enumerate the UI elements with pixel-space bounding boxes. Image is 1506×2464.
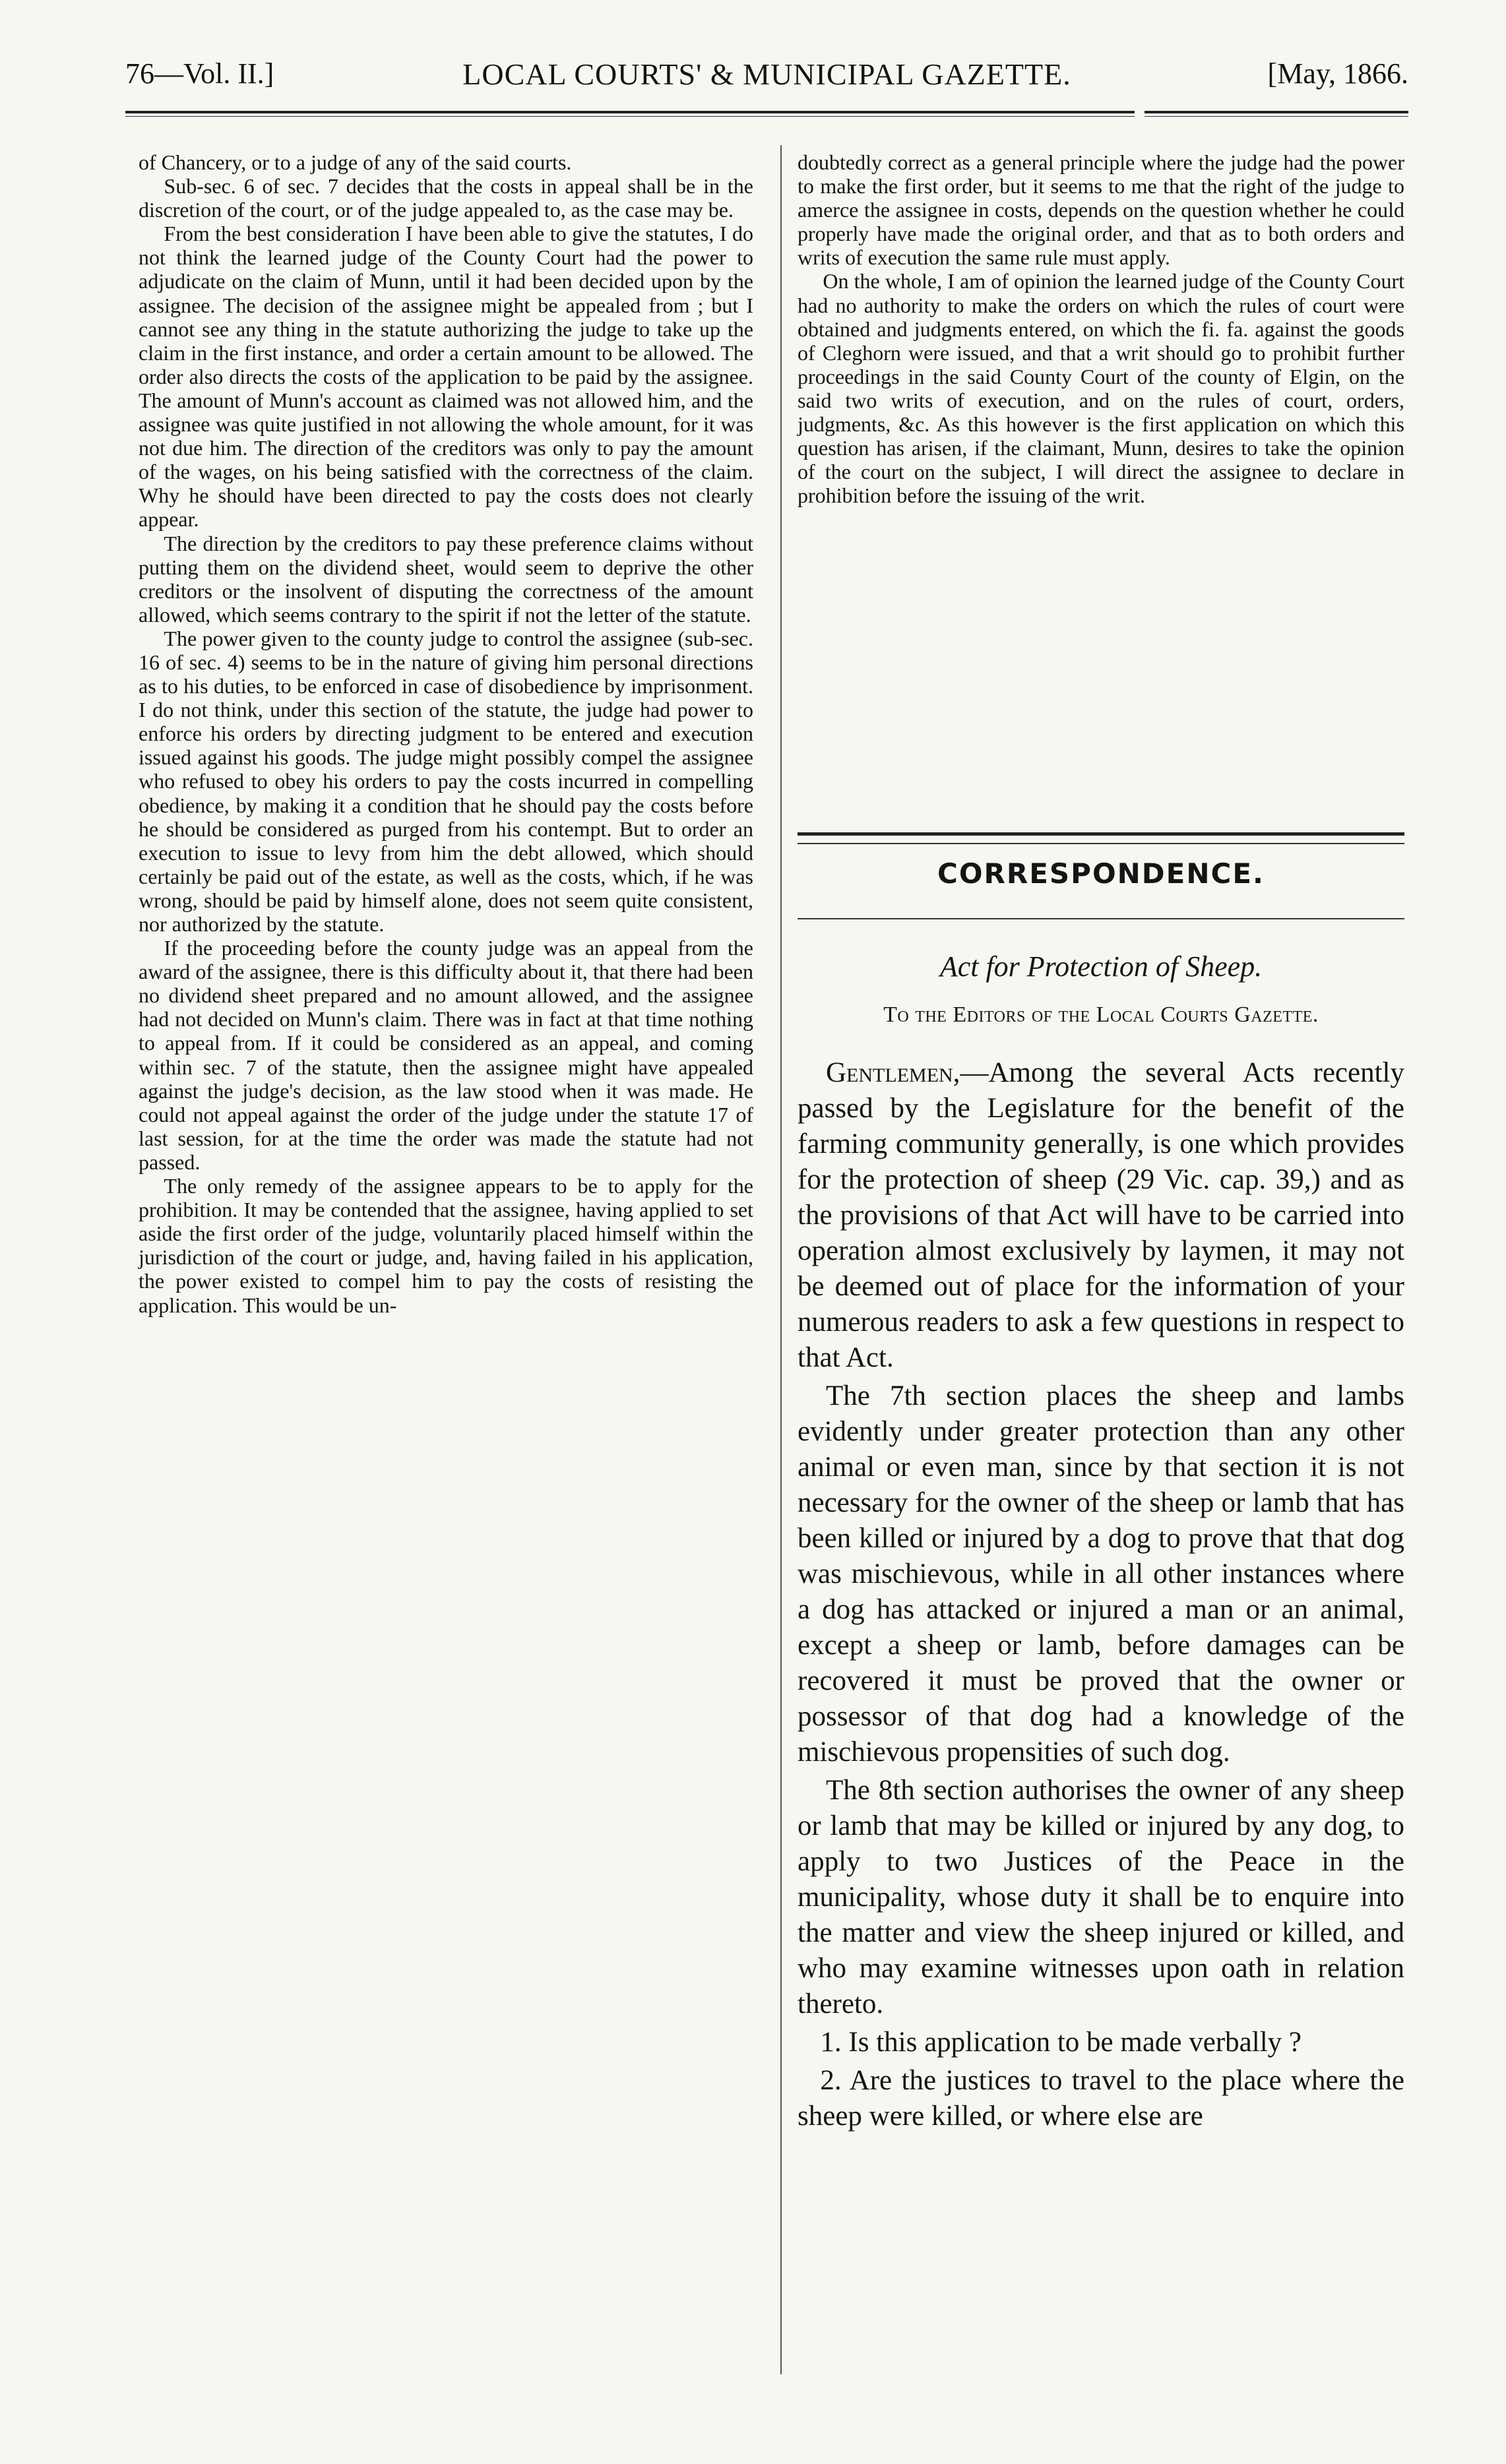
- paragraph: The only remedy of the assignee appears to be to apply for the prohibition. It may be contended that the assignee, having applied to set aside the first order of the judge, voluntarily placed himself within the jurisdiction of the court or judge, and, having failed in his application, the power existed to compel him to pay the costs of resisting the application. This would be un-: [139, 1174, 753, 1317]
- issue-date: [May, 1866.: [1267, 57, 1408, 90]
- paragraph: From the best consideration I have been able to give the statutes, I do not think the learned judge of the County Court had the power to adjudicate on the claim of Munn, until it had been decided upon by the assignee. The decision of the assignee might be appealed from ; but I cannot see any thing in the statute authorizing the judge to take up the claim in the first instance, and order a certain amount to be allowed. The order also directs the costs of the application to be paid by the assignee. The amount of Munn's account as claimed was not allowed him, and the assignee was quite justified in not allowing the whole amount, for it was not due him. The direction of the creditors was only to pay the amount of the wages, on his being satisfied with the correctness of the claim. Why he should have been directed to pay the costs does not clearly appear.: [139, 222, 753, 532]
- paragraph: The power given to the county judge to control the assignee (sub-sec. 16 of sec. 4) seems to be in the nature of giving him personal directions as to his duties, to be enforced in case of disobedience by imprisonment. I do not think, under this section of the statute, the judge had power to enforce his orders by directing judgment to be entered and execution issued against his goods. The judge might possibly compel the assignee who refused to obey his orders to pay the costs incurred in compelling obedience, by making it a condition that he should pay the costs before he should be considered as purged from his contempt. But to order an execution to issue to levy from him the debt allowed, which should certainly be paid out of the estate, as well as the costs, which, if he was wrong, should be paid by himself alone, does not seem quite consistent, nor authorized by the statute.: [139, 626, 753, 936]
- section-rule: [798, 832, 1404, 836]
- correspondence-body: [798, 1055, 1404, 2137]
- question: 1. Is this application to be made verbally ?: [820, 2027, 1302, 2058]
- paragraph: Sub-sec. 6 of sec. 7 decides that the costs in appeal shall be in the discretion of the court, or of the judge appealed to, as the case may be.: [139, 174, 753, 222]
- section-rule-thin: [798, 918, 1404, 919]
- header-rule-thin: [125, 116, 1135, 117]
- paragraph: of Chancery, or to a judge of any of the said courts.: [139, 150, 572, 174]
- section-rule-thin: [798, 843, 1404, 844]
- paragraph: [798, 1055, 1404, 1376]
- page-header: [125, 57, 1408, 103]
- paragraph: The 8th section authorises the owner of any sheep or lamb that may be killed or injured by any dog, to apply to two Justices of the Peace in the municipality, whose duty it shall be to enquire into the matter and view the sheep injured or killed, and who may examine witnesses upon oath in relation thereto.: [798, 1775, 1404, 2019]
- letter-title: Act for Protection of Sheep.: [939, 950, 1263, 983]
- journal-title: LOCAL COURTS' & MUNICIPAL GAZETTE.: [462, 57, 1071, 91]
- salutation: Gentlemen,: [826, 1057, 960, 1088]
- column-divider: [780, 145, 782, 2374]
- letter-addressee: To the Editors of the Local Courts Gazette.: [883, 1002, 1319, 1027]
- page-volume-number: 76—Vol. II.]: [125, 57, 274, 90]
- question: 2. Are the justices to travel to the place where the sheep were killed, or where else are: [798, 2065, 1404, 2132]
- left-column: [139, 150, 753, 1317]
- paragraph: The direction by the creditors to pay these preference claims without putting them on the dividend sheet, would seem to deprive the other creditors or the insolvent of disputing the correctness of the amount allowed, which seems contrary to the spirit if not the letter of the statute.: [139, 531, 753, 627]
- paragraph: doubtedly correct as a general principle where the judge had the power to make the first order, but it seems to me that the right of the judge to amerce the assignee in costs, depends on the question whether he could properly have made the original order, and that as to both orders and writs of execution the same rule must apply.: [798, 150, 1404, 270]
- section-title: CORRESPONDENCE.: [937, 857, 1265, 890]
- header-rule: [1145, 111, 1408, 113]
- paragraph: The 7th section places the sheep and lambs evidently under greater protection than any other animal or even man, since by that section it is not necessary for the owner of the sheep or lamb that has been killed or injured by a dog to prove that that dog was mischievous, while in all other instances where a dog has attacked or injured a man or an animal, except a sheep or lamb, before damages can be recovered it must be proved that the owner or possessor of that dog had a knowledge of the mischievous propensities of such dog.: [798, 1380, 1404, 1768]
- paragraph: On the whole, I am of opinion the learned judge of the County Court had no authority to make the orders on which the rules of court were obtained and judgments entered, on which the fi. fa. against the goods of Cleghorn were issued, and that a writ should go to prohibit further proceedings in the said County Court of the county of Elgin, on the said two writs of execution, and on the rules of court, orders, judgments, &c. As this however is the first application on which this question has arisen, if the claimant, Munn, desires to take the opinion of the court on the subject, I will direct the assignee to declare in prohibition before the issuing of the writ.: [798, 269, 1404, 508]
- header-rule-thin: [1145, 116, 1408, 117]
- header-rule: [125, 111, 1135, 113]
- right-column-top: [798, 150, 1404, 507]
- paragraph-text: —Among the several Acts recently passed by the Legislature for the benefit of the farming community generally, is one which provides for the protection of sheep (29 Vic. cap. 39,) and as the provisions of that Act will have to be carried into operation almost exclusively by laymen, it may not be deemed out of place for the information of your numerous readers to ask a few questions in respect to that Act.: [798, 1057, 1404, 1373]
- paragraph: If the proceeding before the county judge was an appeal from the award of the assignee, there is this difficulty about it, that there had been no dividend sheet prepared and no amount allowed, and the assignee had not decided on Munn's claim. There was in fact at that time nothing to appeal from. If it could be considered as an appeal, and coming within sec. 7 of the statute, then the assignee might have appealed against the judge's decision, as the law stood when it was made. He could not appeal against the order of the judge under the statute 17 of last session, for at the time the order was made the statute had not passed.: [139, 936, 753, 1174]
